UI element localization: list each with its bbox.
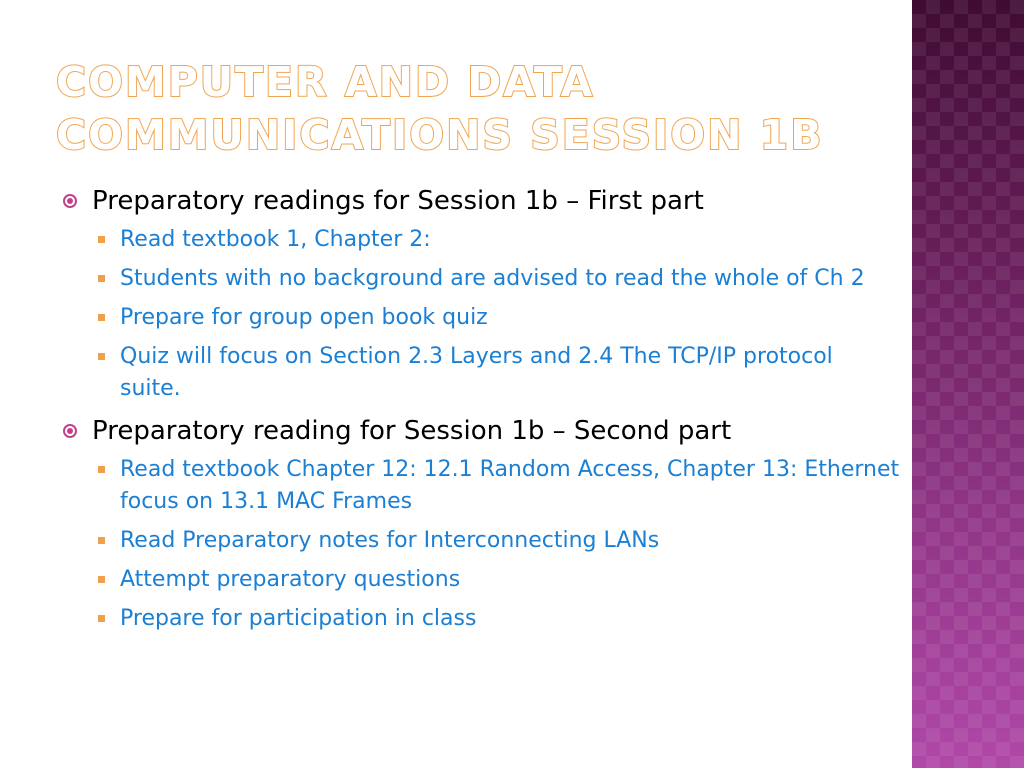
list-item-text: Read textbook Chapter 12: 12.1 Random Access, Chapter 13: Ethernet focus on 13.1 MAC Frames: [120, 457, 900, 514]
square-bullet-icon: [98, 615, 105, 622]
circle-dot-bullet-icon: [63, 424, 77, 438]
list-item-text: Prepare for participation in class: [120, 606, 477, 631]
square-bullet-icon: [98, 466, 105, 473]
list-item-text: Quiz will focus on Section 2.3 Layers and 2.4 The TCP/IP protocol suite.: [120, 344, 833, 401]
list-item-text: Read textbook 1, Chapter 2:: [120, 227, 431, 252]
list-item-text: Students with no background are advised to read the whole of Ch 2: [120, 266, 865, 291]
list-item: [60, 341, 900, 405]
square-bullet-icon: [98, 314, 105, 321]
list-item: [60, 224, 900, 256]
list-item-text: Read Preparatory notes for Interconnecting LANs: [120, 528, 660, 553]
list-item: [60, 564, 900, 596]
list-item: [60, 263, 900, 295]
decorative-side-band: [912, 0, 1024, 768]
section-items: [60, 454, 900, 635]
list-item-text: Attempt preparatory questions: [120, 567, 461, 592]
slide-title: [56, 56, 896, 162]
list-item: [60, 525, 900, 557]
list-item: [60, 302, 900, 334]
list-item: [60, 454, 900, 518]
section-heading: [60, 184, 900, 218]
list-item: [60, 603, 900, 635]
section-heading-text: Preparatory readings for Session 1b – First part: [92, 186, 704, 216]
circle-dot-bullet-icon: [63, 194, 77, 208]
square-bullet-icon: [98, 537, 105, 544]
section-heading-text: Preparatory reading for Session 1b – Second part: [92, 416, 732, 446]
slide-title-line-1: COMPUTER AND DATA: [56, 58, 595, 106]
section-items: [60, 224, 900, 405]
slide-title-line-2: COMMUNICATIONS SESSION 1B: [56, 111, 824, 159]
square-bullet-icon: [98, 353, 105, 360]
square-bullet-icon: [98, 236, 105, 243]
list-item-text: Prepare for group open book quiz: [120, 305, 488, 330]
square-bullet-icon: [98, 275, 105, 282]
square-bullet-icon: [98, 576, 105, 583]
slide-body: [60, 184, 900, 644]
section-heading: [60, 414, 900, 448]
